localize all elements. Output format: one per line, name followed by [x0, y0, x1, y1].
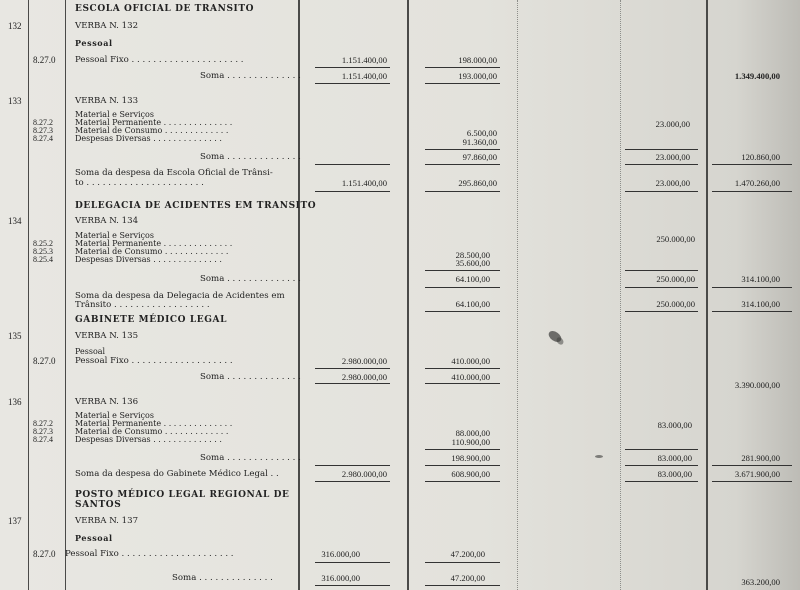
verba-heading: VERBA N. 136: [75, 397, 139, 407]
verba-heading: VERBA N. 134: [75, 216, 139, 226]
amount-total: 314.100,00: [741, 274, 780, 284]
amount-col1: 2.980.000,00: [341, 372, 387, 382]
section-title: ESCOLA OFICIAL DE TRANSITO: [75, 4, 255, 14]
sum-rule: [425, 67, 500, 68]
amount-total: 314.100,00: [741, 299, 780, 309]
sum-rule: [315, 164, 390, 165]
amount-total: 1.470.260,00: [734, 178, 780, 188]
verba-heading: VERBA N. 132: [75, 21, 139, 31]
amount-col1: 1.151.400,00: [341, 178, 387, 188]
soma-label: Soma . . . . . . . . . . . . . .: [172, 573, 273, 583]
sum-rule: [625, 164, 698, 165]
sum-rule: [315, 67, 390, 68]
item-label: Material Permanente . . . . . . . . . . . . . .: [75, 118, 233, 127]
sum-rule: [315, 383, 390, 384]
section-title: GABINETE MÉDICO LEGAL: [75, 315, 228, 325]
item-label: Material de Consumo . . . . . . . . . . . . .: [75, 126, 229, 135]
sum-rule: [315, 368, 390, 369]
soma-label: Soma . . . . . . . . . . . . . .: [200, 453, 301, 463]
sum-rule: [712, 465, 792, 466]
amount-total: 3.390.000,00: [734, 380, 780, 390]
despesa-label: Soma da despesa da Delegacia de Acidentes em: [75, 291, 285, 301]
item-label: Material de Consumo . . . . . . . . . . . . .: [75, 427, 229, 436]
amount-col2: 47.200,00: [450, 573, 485, 583]
item-code: 8.27.4: [33, 435, 53, 444]
column-rule: [28, 0, 29, 590]
sum-rule: [425, 449, 500, 450]
sum-rule: [315, 481, 390, 482]
sum-rule: [425, 149, 500, 150]
sum-rule: [425, 287, 500, 288]
amount-col2: 47.200,00: [450, 549, 485, 559]
item-label: Despesas Diversas . . . . . . . . . . . . . .: [75, 255, 222, 264]
sum-rule: [625, 481, 698, 482]
amount-col2: 295.860,00: [458, 178, 497, 188]
sum-rule: [625, 449, 698, 450]
amount-col2: 608.900,00: [451, 469, 490, 479]
item-label: Material Permanente . . . . . . . . . . . . . .: [75, 239, 233, 248]
item-label: Despesas Diversas . . . . . . . . . . . . . .: [75, 134, 222, 143]
sum-rule: [315, 83, 390, 84]
sum-rule: [712, 481, 792, 482]
despesa-label: Soma da despesa da Escola Oficial de Trânsi-: [75, 168, 273, 178]
sum-rule: [625, 270, 698, 271]
sum-rule: [425, 585, 500, 586]
item-code: 8.25.2: [33, 239, 53, 248]
amount-col2: 6.500,00: [466, 128, 497, 138]
sum-rule: [315, 191, 390, 192]
item-label: Pessoal Fixo . . . . . . . . . . . . . . . . . . . . .: [65, 549, 234, 559]
item-code: 8.27.2: [33, 419, 53, 428]
soma-label: Soma . . . . . . . . . . . . . .: [200, 274, 301, 284]
amount-col2: 64.100,00: [455, 274, 490, 284]
despesa-label: to . . . . . . . . . . . . . . . . . . . . . .: [75, 178, 204, 188]
amount-col1: 316.000,00: [321, 549, 360, 559]
column-rule-dotted: [517, 0, 518, 590]
verba-heading: VERBA N. 133: [75, 96, 139, 106]
sum-rule: [425, 311, 500, 312]
amount-col2: 28.500,00: [455, 250, 490, 260]
item-code: 8.27.0: [33, 55, 56, 65]
sum-rule: [625, 149, 698, 150]
despesa-label: Trânsito . . . . . . . . . . . . . . . . . .: [75, 300, 210, 310]
group-label: Pessoal: [75, 347, 106, 356]
ink-smudge: [595, 455, 603, 458]
amount-col2: 88.000,00: [455, 428, 490, 438]
item-code: 8.27.4: [33, 134, 53, 143]
amount-total: 1.349.400,00: [734, 71, 780, 81]
sum-rule: [625, 287, 698, 288]
item-code: 8.27.3: [33, 126, 53, 135]
amount-total: 120.860,00: [741, 152, 780, 162]
column-rule: [706, 0, 708, 590]
soma-label: Soma . . . . . . . . . . . . . .: [200, 71, 301, 81]
group-label: Material e Serviços: [75, 411, 154, 420]
amount-col3: 250.000,00: [656, 299, 695, 309]
entry-number: 134: [8, 216, 22, 226]
amount-col1: 316.000,00: [321, 573, 360, 583]
sum-rule: [425, 481, 500, 482]
item-label: Despesas Diversas . . . . . . . . . . . . . .: [75, 435, 222, 444]
item-code: 8.25.3: [33, 247, 53, 256]
amount-col2: 410.000,00: [451, 372, 490, 382]
entry-number: 133: [8, 96, 22, 106]
sum-rule: [425, 368, 500, 369]
group-label: Material e Serviços: [75, 110, 154, 119]
sum-rule: [425, 465, 500, 466]
item-code: 8.27.3: [33, 427, 53, 436]
amount-col2: 198.900,00: [451, 453, 490, 463]
amount-col2: 410.000,00: [451, 356, 490, 366]
sum-rule: [315, 465, 390, 466]
item-code: 8.27.2: [33, 118, 53, 127]
amount-col1: 1.151.400,00: [341, 55, 387, 65]
amount-total: 363.200,00: [741, 577, 780, 587]
soma-label: Soma . . . . . . . . . . . . . .: [200, 152, 301, 162]
section-title: POSTO MÉDICO LEGAL REGIONAL DE: [75, 490, 290, 500]
entry-number: 136: [8, 397, 22, 407]
amount-col2: 198.000,00: [458, 55, 497, 65]
item-code: 8.25.4: [33, 255, 53, 264]
amount-col1: 1.151.400,00: [341, 71, 387, 81]
amount-col3: 83.000,00: [657, 469, 692, 479]
amount-total: 3.671.900,00: [734, 469, 780, 479]
column-rule-dotted: [620, 0, 621, 590]
amount-col2: 91.360,00: [462, 137, 497, 147]
entry-number: 135: [8, 331, 22, 341]
sum-rule: [625, 191, 698, 192]
group-label: Pessoal: [75, 533, 113, 543]
ink-smudge: [555, 336, 565, 346]
sum-rule: [425, 270, 500, 271]
sum-rule: [625, 465, 698, 466]
sum-rule: [315, 585, 390, 586]
sum-rule: [712, 311, 792, 312]
amount-col2: 110.900,00: [451, 437, 490, 447]
sum-rule: [425, 164, 500, 165]
amount-col2: 64.100,00: [455, 299, 490, 309]
sum-rule: [315, 562, 390, 563]
sum-rule: [425, 562, 500, 563]
item-label: Material Permanente . . . . . . . . . . . . . .: [75, 419, 233, 428]
sum-rule: [425, 83, 500, 84]
entry-number: 137: [8, 516, 22, 526]
sum-rule: [425, 191, 500, 192]
column-rule: [298, 0, 300, 590]
section-title: DELEGACIA DE ACIDENTES EM TRANSITO: [75, 201, 317, 211]
group-label: Material e Serviços: [75, 231, 154, 240]
despesa-label: Soma da despesa do Gabinete Médico Legal . .: [75, 469, 279, 479]
amount-col3: 83.000,00: [657, 420, 692, 430]
amount-total: 281.900,00: [741, 453, 780, 463]
amount-col3: 83.000,00: [657, 453, 692, 463]
verba-heading: VERBA N. 137: [75, 516, 139, 526]
amount-col3: 23.000,00: [655, 119, 690, 129]
entry-number: 132: [8, 21, 22, 31]
sum-rule: [712, 287, 792, 288]
amount-col3: 23.000,00: [655, 178, 690, 188]
sum-rule: [712, 191, 792, 192]
item-label: Pessoal Fixo . . . . . . . . . . . . . . . . . . . . .: [75, 55, 244, 65]
column-rule: [407, 0, 409, 590]
amount-col1: 2.980.000,00: [341, 469, 387, 479]
sum-rule: [712, 164, 792, 165]
amount-col3: 250.000,00: [656, 274, 695, 284]
item-label: Material de Consumo . . . . . . . . . . . . .: [75, 247, 229, 256]
amount-col2: 97.860,00: [462, 152, 497, 162]
amount-col3: 250.000,00: [656, 234, 695, 244]
group-label: Pessoal: [75, 38, 113, 48]
soma-label: Soma . . . . . . . . . . . . . .: [200, 372, 301, 382]
amount-col3: 23.000,00: [655, 152, 690, 162]
item-code: 8.27.0: [33, 549, 56, 559]
sum-rule: [625, 311, 698, 312]
item-code: 8.27.0: [33, 356, 56, 366]
item-label: Pessoal Fixo . . . . . . . . . . . . . . . . . . .: [75, 356, 233, 366]
sum-rule: [425, 383, 500, 384]
amount-col2: 35.600,00: [455, 258, 490, 268]
section-title: SANTOS: [75, 500, 122, 510]
column-rule: [65, 0, 66, 590]
verba-heading: VERBA N. 135: [75, 331, 139, 341]
amount-col2: 193.000,00: [458, 71, 497, 81]
amount-col1: 2.980.000,00: [341, 356, 387, 366]
